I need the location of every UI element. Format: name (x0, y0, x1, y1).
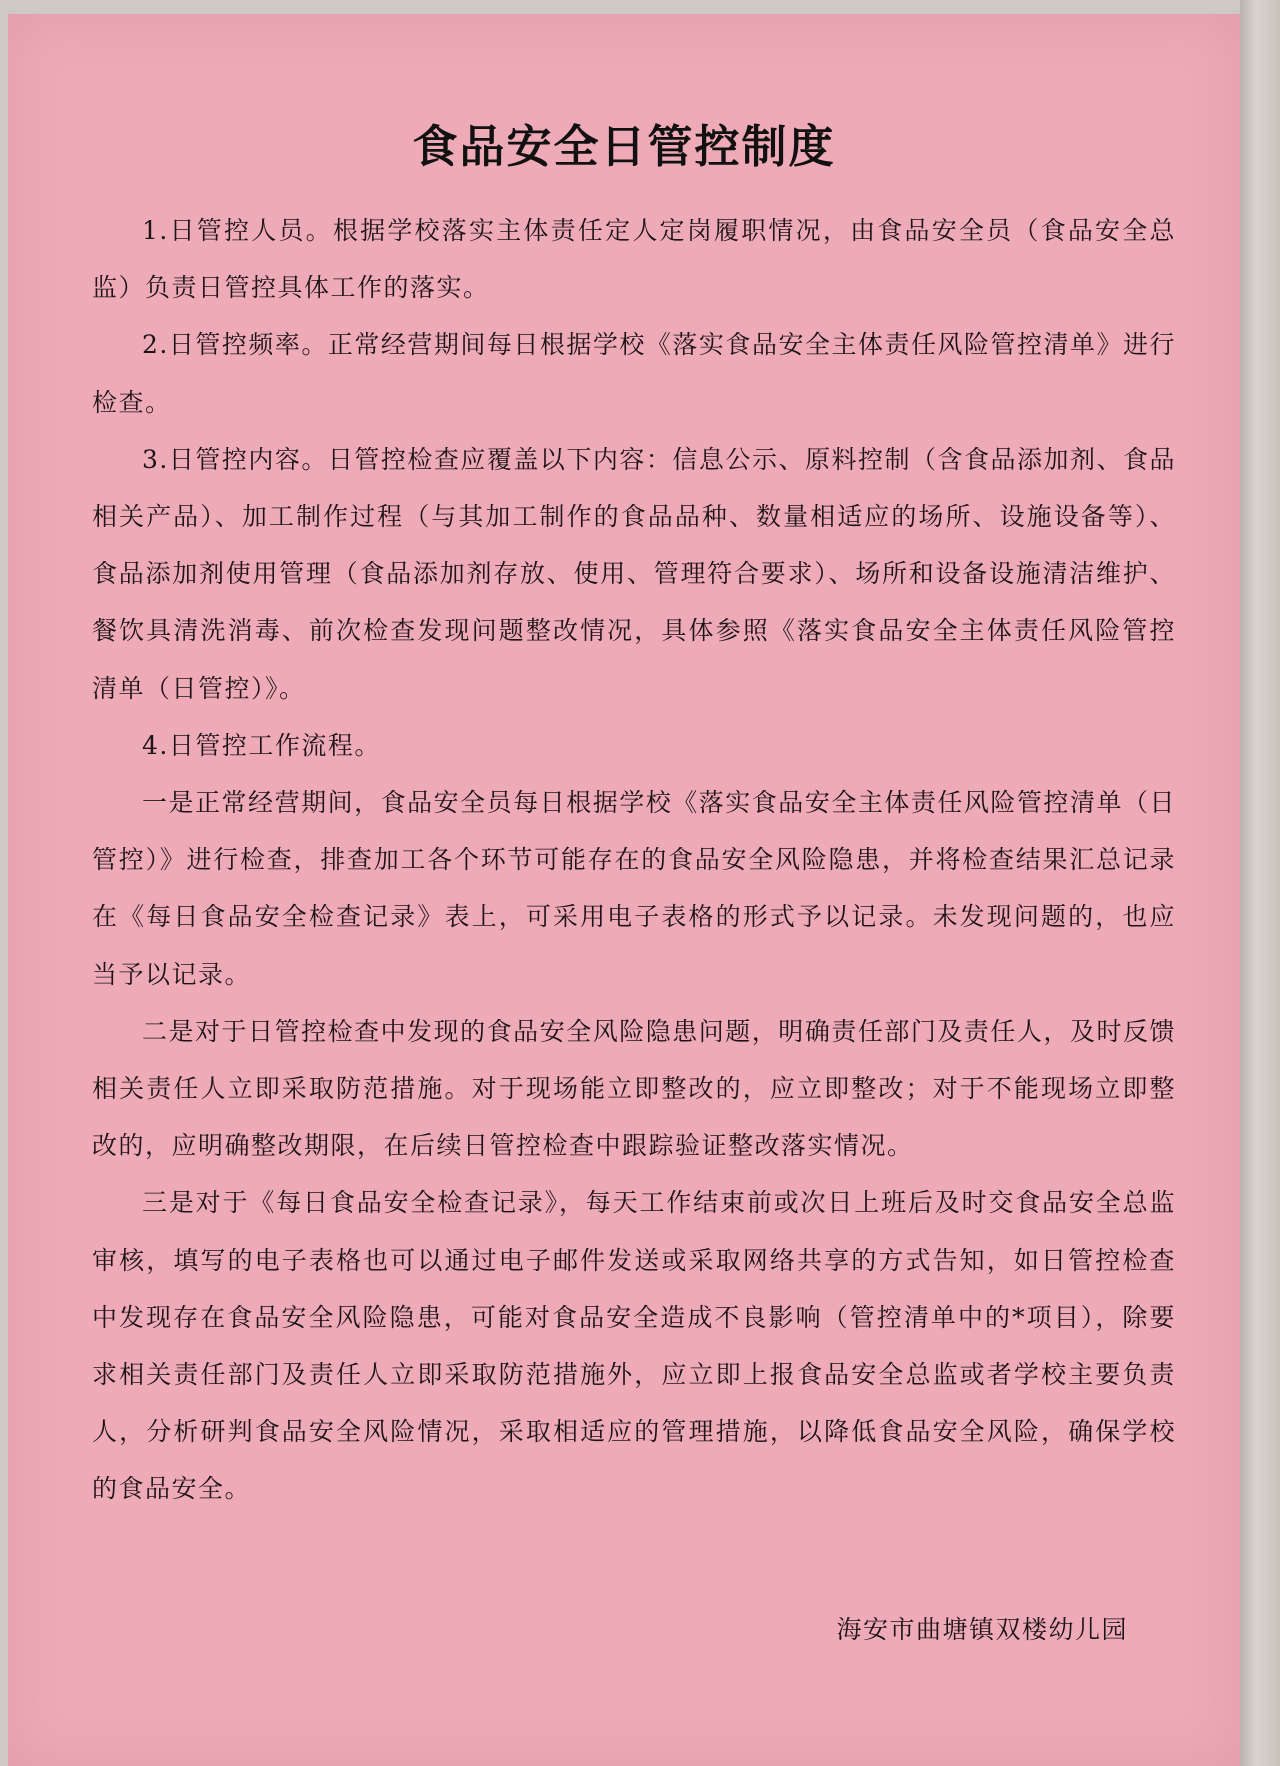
document-title: 食品安全日管控制度 (412, 120, 836, 173)
paragraph-workflow-heading: 4.日管控工作流程。 (142, 730, 381, 760)
paragraph-workflow-step-2: 二是对于日管控检查中发现的食品安全风险隐患问题，明确责任部门及责任人，及时反馈相关责任人立即采取防范措施。对于现场能立即整改的，应立即整改；对于不能现场立即整改的，应明确整改期限，在后续日管控检查中跟踪验证整改落实情况。 (92, 1016, 1176, 1161)
wall-background (1240, 0, 1280, 1766)
document-body (92, 202, 1176, 1518)
paragraph-workflow-step-1: 一是正常经营期间，食品安全员每日根据学校《落实食品安全主体责任风险管控清单（日管控）》进行检查，排查加工各个环节可能存在的食品安全风险隐患，并将检查结果汇总记录在《每日食品安全检查记录》表上，可采用电子表格的形式予以记录。未发现问题的，也应当予以记录。 (92, 788, 1176, 989)
paragraph-workflow-step-3: 三是对于《每日食品安全检查记录》，每天工作结束前或次日上班后及时交食品安全总监审核，填写的电子表格也可以通过电子邮件发送或采取网络共享的方式告知，如日管控检查中发现存在食品安全风险隐患，可能对食品安全造成不良影响（管控清单中的*项目），除要求相关责任部门及责任人立即采取防范措施外，应立即上报食品安全总监或者学校主要负责人，分析研判食品安全风险情况，采取相适应的管理措施，以降低食品安全风险，确保学校的食品安全。 (92, 1188, 1176, 1504)
paragraph-frequency: 2.日管控频率。正常经营期间每日根据学校《落实食品安全主体责任风险管控清单》进行检查。 (92, 330, 1176, 417)
paragraph-content: 3.日管控内容。日管控检查应覆盖以下内容：信息公示、原料控制（含食品添加剂、食品相关产品）、加工制作过程（与其加工制作的食品品种、数量相适应的场所、设施设备等）、食品添加剂使用管理（食品添加剂存放、使用、管理符合要求）、场所和设备设施清洁维护、餐饮具清洗消毒、前次检查发现问题整改情况，具体参照《落实食品安全主体责任风险管控清单（日管控）》。 (92, 444, 1176, 703)
issuer-signature: 海安市曲塘镇双楼幼儿园 (836, 1615, 1128, 1644)
notice-sheet (8, 14, 1240, 1766)
paragraph-personnel: 1.日管控人员。根据学校落实主体责任定人定岗履职情况，由食品安全员（食品安全总监）负责日管控具体工作的落实。 (92, 216, 1176, 303)
